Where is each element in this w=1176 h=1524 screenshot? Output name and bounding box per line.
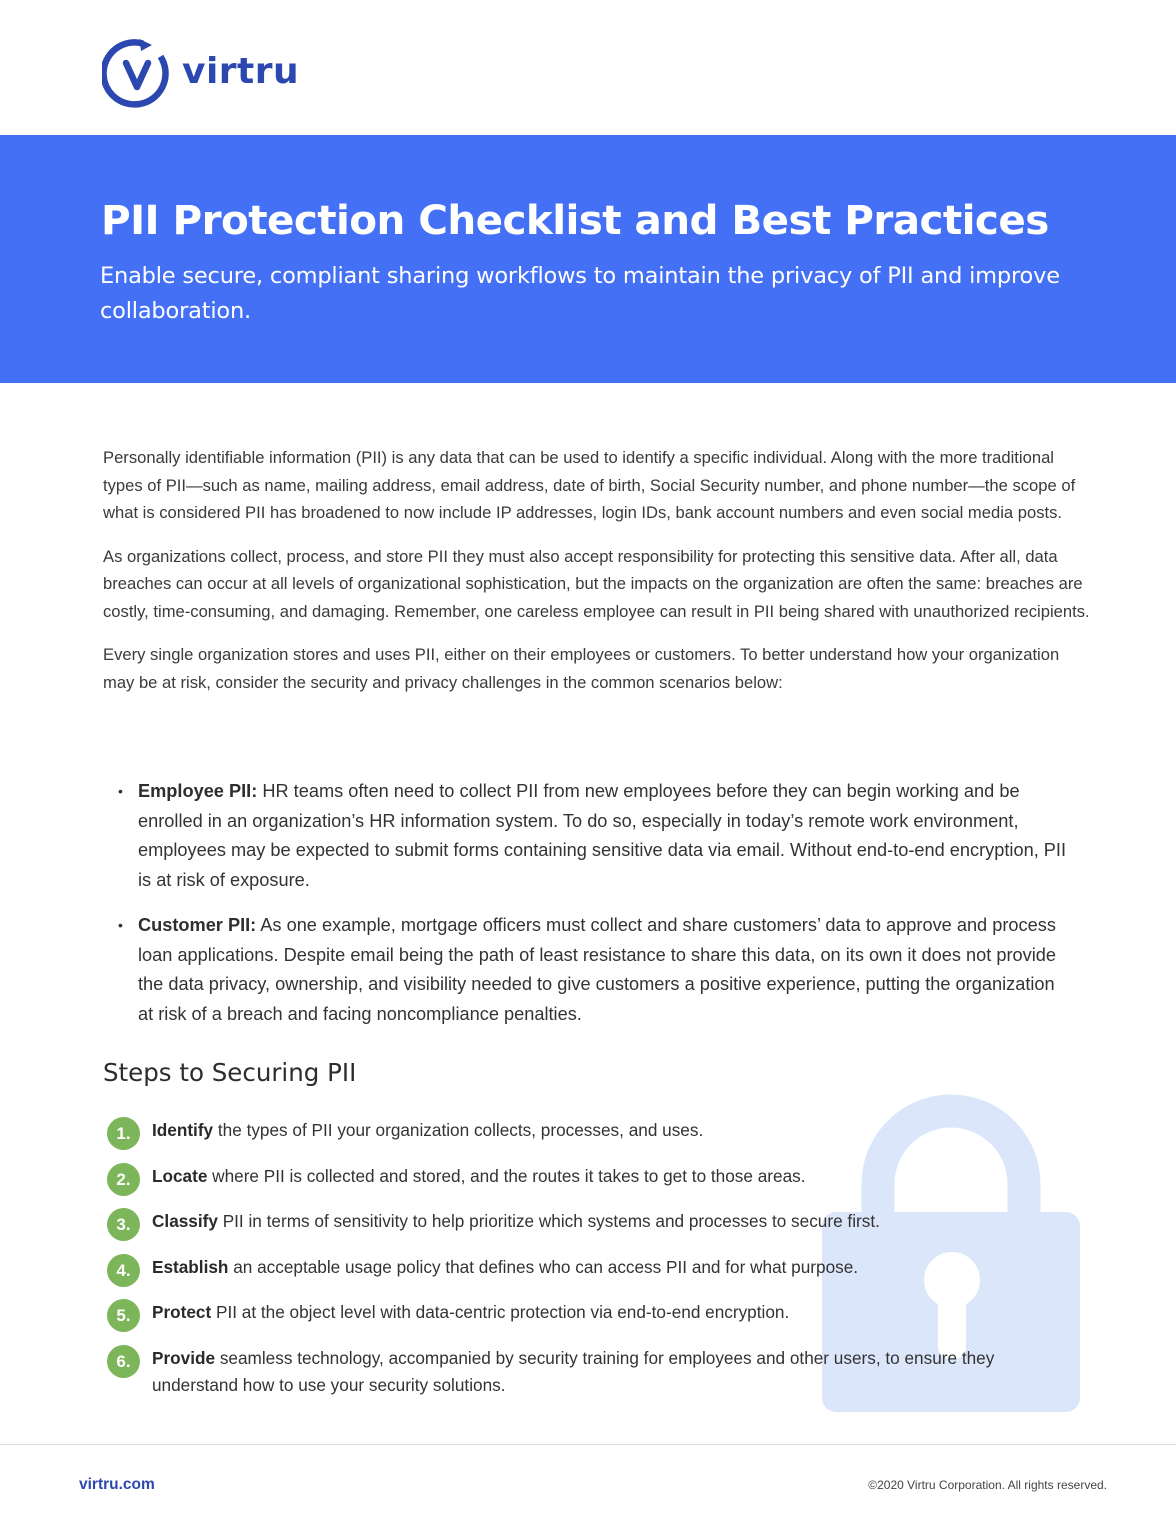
- step-number-badge: 1.: [107, 1117, 140, 1150]
- step-number-badge: 5.: [107, 1299, 140, 1332]
- step-item: [107, 1299, 1007, 1330]
- footer-divider: [0, 1444, 1176, 1445]
- step-item: [107, 1254, 1007, 1285]
- scenario-item-customer: [118, 911, 1068, 1029]
- brand-logo: [102, 38, 299, 110]
- scenario-text: HR teams often need to collect PII from new employees before they can begin working and be enrolled in an organization’s HR information system. To do so, especially in today’s remote work environment, employees may be expected to submit forms containing sensitive data via email. Without end-to-end encryption, PII is at risk of exposure.: [138, 781, 1067, 890]
- scenario-label: Customer PII:: [138, 915, 257, 935]
- steps-heading: Steps to Securing PII: [103, 1058, 357, 1087]
- page-subtitle: Enable secure, compliant sharing workflows to maintain the privacy of PII and improve collaboration.: [100, 263, 1060, 324]
- step-verb: Locate: [152, 1165, 208, 1186]
- step-number-badge: 6.: [107, 1345, 140, 1378]
- intro-section: [103, 444, 1093, 712]
- step-item: [107, 1117, 1007, 1148]
- page-title: PII Protection Checklist and Best Practices: [101, 196, 1049, 244]
- step-number-badge: 2.: [107, 1163, 140, 1196]
- step-text: where PII is collected and stored, and the routes it takes to get to those areas.: [207, 1165, 806, 1186]
- scenario-item-employee: [118, 777, 1068, 895]
- scenario-label: Employee PII:: [138, 781, 258, 801]
- step-text: PII in terms of sensitivity to help prioritize which systems and processes to secure first.: [217, 1211, 880, 1231]
- step-verb: Protect: [152, 1302, 212, 1322]
- step-verb: Classify: [152, 1211, 218, 1231]
- step-verb: Establish: [152, 1256, 229, 1277]
- step-verb: Provide: [152, 1347, 216, 1368]
- scenario-list: [118, 777, 1068, 1045]
- step-verb: Identify: [152, 1120, 214, 1140]
- intro-paragraph: Every single organization stores and uses PII, either on their employees or customers. To better understand how your organization may be at risk, consider the security and privacy challenges in the common scenarios below:: [103, 645, 1060, 692]
- step-number-badge: 3.: [107, 1208, 140, 1241]
- step-item: [107, 1208, 1007, 1239]
- intro-paragraph: As organizations collect, process, and store PII they must also accept responsibility for protecting this sensitive data. After all, data breaches can occur at all levels of organizational sophistication, but the impacts on the organization are often the same: breaches are costly, time-consuming, and damaging. Remember, one careless employee can result in PII being shared with unauthorized recipients.: [103, 546, 1090, 621]
- step-text: PII at the object level with data-centric protection via end-to-end encryption.: [211, 1302, 790, 1322]
- step-number-badge: 4.: [107, 1254, 140, 1287]
- footer-website-link[interactable]: virtru.com: [79, 1476, 155, 1493]
- bullet-marker: •: [118, 783, 123, 799]
- step-text: seamless technology, accompanied by security training for employees and other users, to ensure they understand how to use your security solutions.: [152, 1347, 995, 1395]
- intro-paragraph: Personally identifiable information (PII) is any data that can be used to identify a specific individual. Along with the more traditional types of PII—such as name, mailing address, email address, date of birth, Social Security number, and phone number—the scope of what is considered PII has broadened to now include IP addresses, login IDs, bank account numbers and even social media posts.: [103, 448, 1076, 522]
- virtru-v-logo-icon: [102, 39, 172, 109]
- step-text: an acceptable usage policy that defines who can access PII and for what purpose.: [228, 1256, 859, 1277]
- brand-wordmark: virtru: [182, 50, 300, 92]
- scenario-text: As one example, mortgage officers must collect and share customers’ data to approve and process loan applications. Despite email being the path of least resistance to share this data, on its own it does not provide the data privacy, ownership, and visibility needed to give customers a positive experience, putting the organization at risk of a breach and facing noncompliance penalties.: [138, 915, 1057, 1024]
- step-item: [107, 1163, 1007, 1194]
- steps-list: [107, 1117, 1007, 1399]
- footer-copyright: ©2020 Virtru Corporation. All rights reserved.: [868, 1478, 1107, 1492]
- step-item: [107, 1345, 1007, 1399]
- step-text: the types of PII your organization collects, processes, and uses.: [213, 1120, 704, 1140]
- bullet-marker: •: [118, 917, 123, 933]
